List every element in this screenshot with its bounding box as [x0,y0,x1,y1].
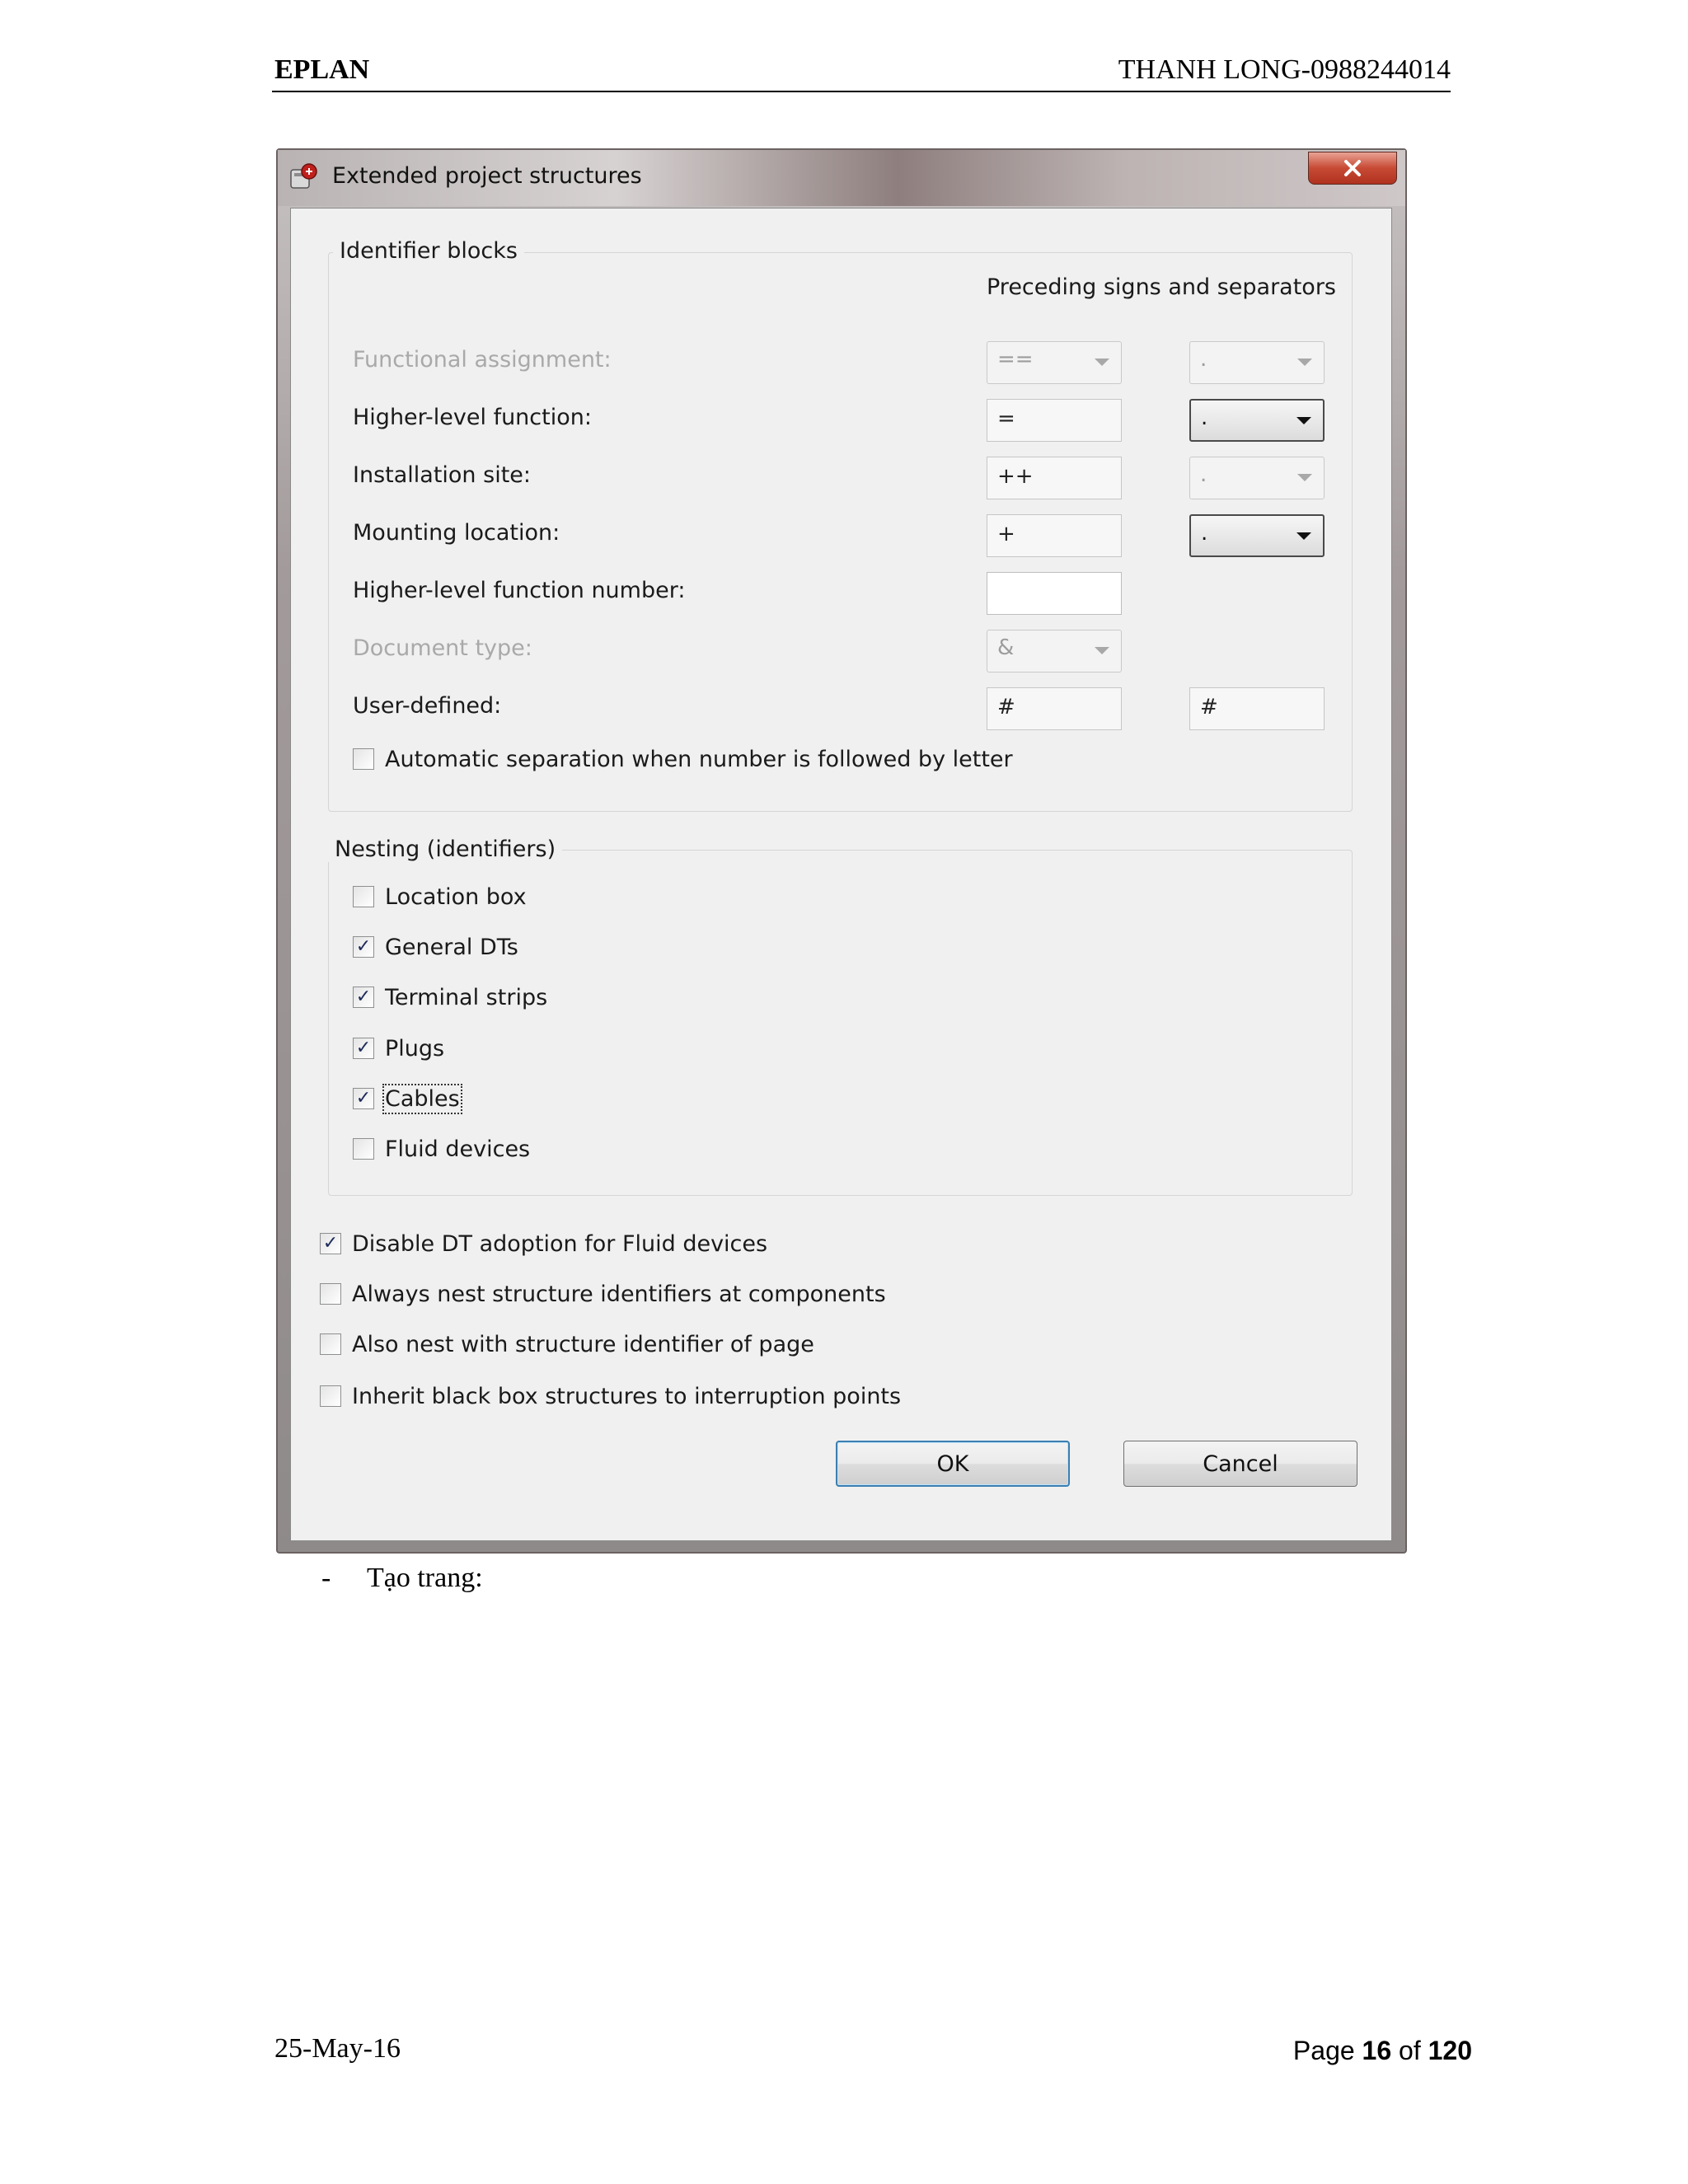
page-total: 120 [1428,2036,1472,2065]
fluid-devices-label[interactable]: Fluid devices [385,1137,531,1162]
chevron-down-icon [1297,474,1312,481]
terminal-strips-label[interactable]: Terminal strips [385,985,548,1010]
eplan-app-icon [289,163,319,193]
general-dts-checkbox[interactable]: ✓ [353,936,374,958]
plugs-checkbox[interactable]: ✓ [353,1038,374,1059]
dropdown-value: . [1201,405,1208,430]
location-box-checkbox[interactable] [353,886,374,907]
nesting-group-title: Nesting (identifiers) [328,837,562,862]
dropdown-value: . [1200,462,1207,487]
user-defined-separator-field[interactable]: # [1189,687,1325,730]
chevron-down-icon [1296,417,1311,424]
higher-level-function-number-field[interactable] [987,572,1122,615]
higher-level-function-number-label: Higher-level function number: [353,578,686,603]
mounting-location-label: Mounting location: [353,520,560,546]
cables-checkbox[interactable]: ✓ [353,1088,374,1109]
document-type-prefix-dropdown [987,630,1122,673]
user-defined-label: User-defined: [353,693,502,719]
functional-assignment-prefix-dropdown [987,341,1122,384]
disable-dt-adoption-label[interactable]: Disable DT adoption for Fluid devices [352,1231,768,1257]
always-nest-label[interactable]: Always nest structure identifiers at components [352,1282,886,1307]
page-current: 16 [1362,2036,1392,2065]
general-dts-label[interactable]: General DTs [385,935,518,960]
chevron-down-icon [1095,359,1109,366]
chevron-down-icon [1095,647,1109,654]
chevron-down-icon [1297,359,1312,366]
always-nest-checkbox[interactable] [320,1283,341,1305]
user-defined-prefix-field[interactable]: # [987,687,1122,730]
body-text: Tạo trang: [367,1563,483,1593]
page-header-right: THANH LONG-0988244014 [1118,54,1451,85]
close-button[interactable] [1308,152,1397,185]
footer-date: 25-May-16 [274,2033,401,2064]
plugs-label[interactable]: Plugs [385,1036,445,1062]
functional-assignment-separator-dropdown [1189,341,1325,384]
footer-page-number [1293,2036,1472,2066]
higher-level-function-label: Higher-level function: [353,405,592,430]
of-word: of [1399,2036,1421,2065]
installation-site-label: Installation site: [353,462,531,488]
installation-site-separator-dropdown [1189,457,1325,499]
page-word: Page [1292,2036,1355,2065]
auto-separation-label[interactable]: Automatic separation when number is followed by letter [385,747,1013,772]
document-type-label: Document type: [353,635,532,661]
dialog-window [276,148,1407,1554]
auto-separation-checkbox[interactable] [353,748,374,770]
installation-site-prefix-field[interactable]: ++ [987,457,1122,499]
identifier-blocks-title: Identifier blocks [333,238,524,264]
dropdown-value: . [1201,521,1208,546]
page-header-left: EPLAN [274,54,370,85]
also-nest-page-label[interactable]: Also nest with structure identifier of page [352,1332,814,1357]
bullet-marker: - [321,1563,331,1593]
mounting-location-prefix-field[interactable]: + [987,514,1122,557]
also-nest-page-checkbox[interactable] [320,1333,341,1355]
inherit-black-box-label[interactable]: Inherit black box structures to interruption points [352,1384,902,1409]
cancel-button[interactable]: Cancel [1123,1441,1357,1487]
higher-level-function-prefix-field[interactable]: = [987,399,1122,442]
title-bar[interactable] [278,150,1405,206]
chevron-down-icon [1296,532,1311,540]
column-header: Preceding signs and separators [987,274,1336,300]
dropdown-value: == [997,347,1034,372]
fluid-devices-checkbox[interactable] [353,1138,374,1160]
inherit-black-box-checkbox[interactable] [320,1385,341,1407]
disable-dt-adoption-checkbox[interactable]: ✓ [320,1233,341,1254]
functional-assignment-label: Functional assignment: [353,347,612,373]
mounting-location-separator-dropdown[interactable] [1189,514,1325,557]
location-box-label[interactable]: Location box [385,884,527,910]
header-rule [272,91,1451,92]
terminal-strips-checkbox[interactable]: ✓ [353,987,374,1008]
dialog-title: Extended project structures [332,163,642,189]
higher-level-function-separator-dropdown[interactable] [1189,399,1325,442]
dialog-client-area [290,208,1392,1541]
dropdown-value: . [1200,347,1207,372]
dropdown-value: & [997,635,1015,660]
cables-label[interactable]: Cables [385,1086,460,1112]
close-icon [1342,159,1363,177]
ok-button[interactable]: OK [836,1441,1070,1487]
